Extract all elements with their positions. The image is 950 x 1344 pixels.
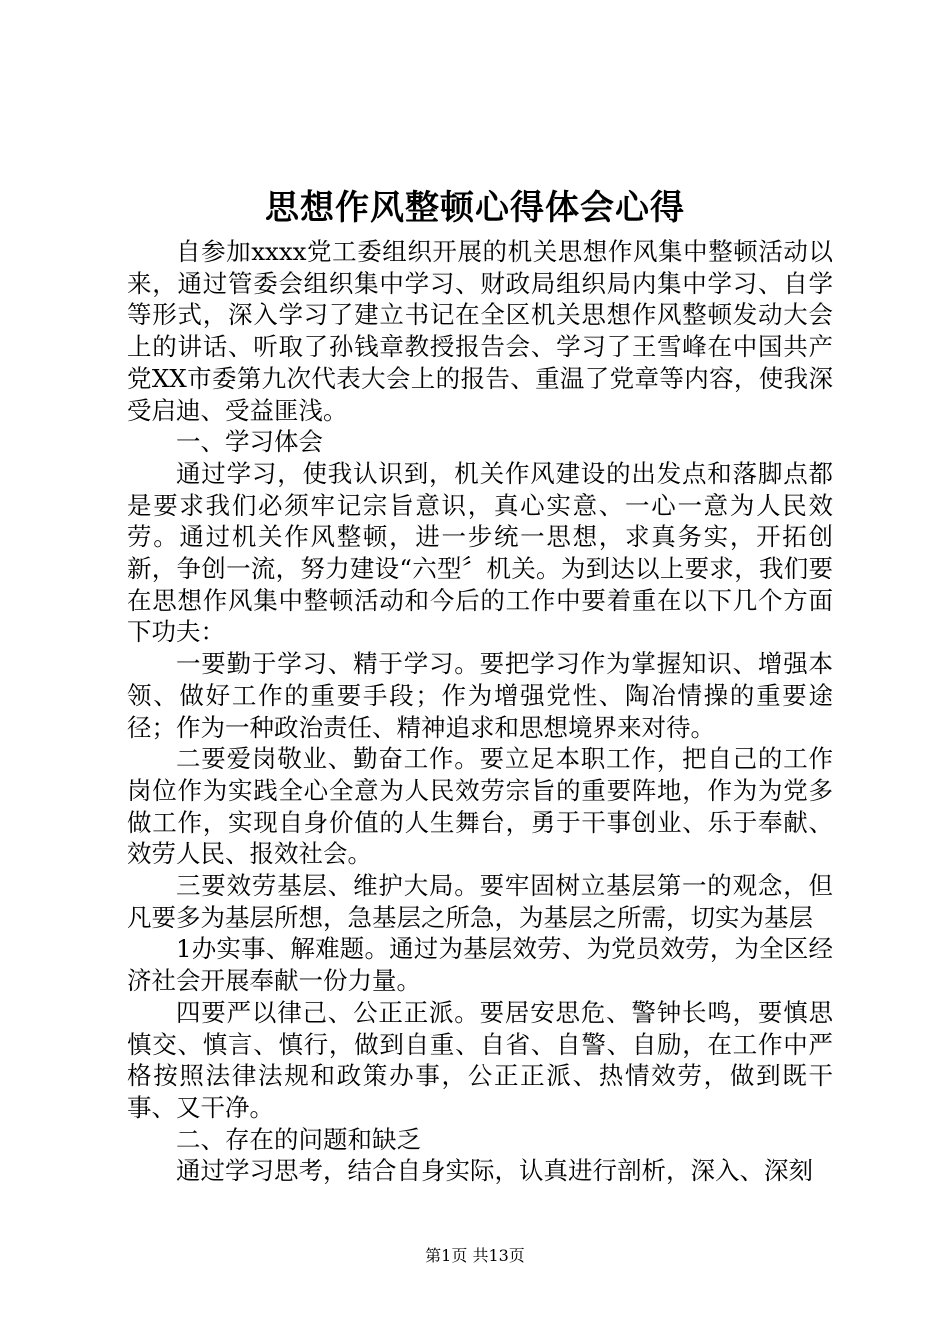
paragraph-point-1: 一要勤于学习、精于学习。要把学习作为掌握知识、增强本领、做好工作的重要手段；作为增强党性、陶冶情操的重要途径；作为一种政治责任、精神追求和思想境界来对待。 <box>127 649 833 742</box>
document-body <box>127 236 833 1187</box>
paragraph-point-4: 四要严以律己、公正正派。要居安思危、警钟长鸣，要慎思慎交、慎言、慎行，做到自重、自省、自警、自励，在工作中严格按照法律法规和政策办事，公正正派、热情效劳，做到既干事、又干净。 <box>127 997 833 1122</box>
document-title: 思想作风整顿心得体会心得 <box>265 188 685 228</box>
paragraph-point-2: 二要爱岗敬业、勤奋工作。要立足本职工作，把自己的工作岗位作为实践全心全意为人民效劳宗旨的重要阵地，作为为党多做工作，实现自身价值的人生舞台，勇于干事创业、乐于奉献、效劳人民、报效社会。 <box>127 744 833 869</box>
page-footer: 第1页 共13页 <box>425 1246 525 1265</box>
section-heading-1: 一、学习体会 <box>176 427 323 457</box>
paragraph-learning: 通过学习，使我认识到，机关作风建设的出发点和落脚点都是要求我们必须牢记宗旨意识，真心实意、一心一意为人民效劳。通过机关作风整顿，进一步统一思想，求真务实，开拓创新，争创一流，努力建设“六型〞机关。为到达以上要求，我们要在思想作风集中整顿活动和今后的工作中要着重在以下几个方面下功夫： <box>127 458 833 647</box>
paragraph-intro: 自参加xxxx党工委组织开展的机关思想作风集中整顿活动以来，通过管委会组织集中学习、财政局组织局内集中学习、自学等形式，深入学习了建立书记在全区机关思想作风整顿发动大会上的讲话、听取了孙钱章教授报告会、学习了王雪峰在中国共产党XX市委第九次代表大会上的报告、重温了党章等内容，使我深受启迪、受益匪浅。 <box>127 237 833 425</box>
paragraph-point-3-cont: 1办实事、解难题。通过为基层效劳、为党员效劳，为全区经济社会开展奉献一份力量。 <box>127 934 833 996</box>
section-heading-2: 二、存在的问题和缺乏 <box>176 1124 421 1154</box>
paragraph-point-3: 三要效劳基层、维护大局。要牢固树立基层第一的观念，但凡要多为基层所想，急基层之所急，为基层之所需，切实为基层 <box>127 871 833 932</box>
paragraph-problems: 通过学习思考，结合自身实际，认真进行剖析，深入、深刻 <box>176 1156 813 1186</box>
